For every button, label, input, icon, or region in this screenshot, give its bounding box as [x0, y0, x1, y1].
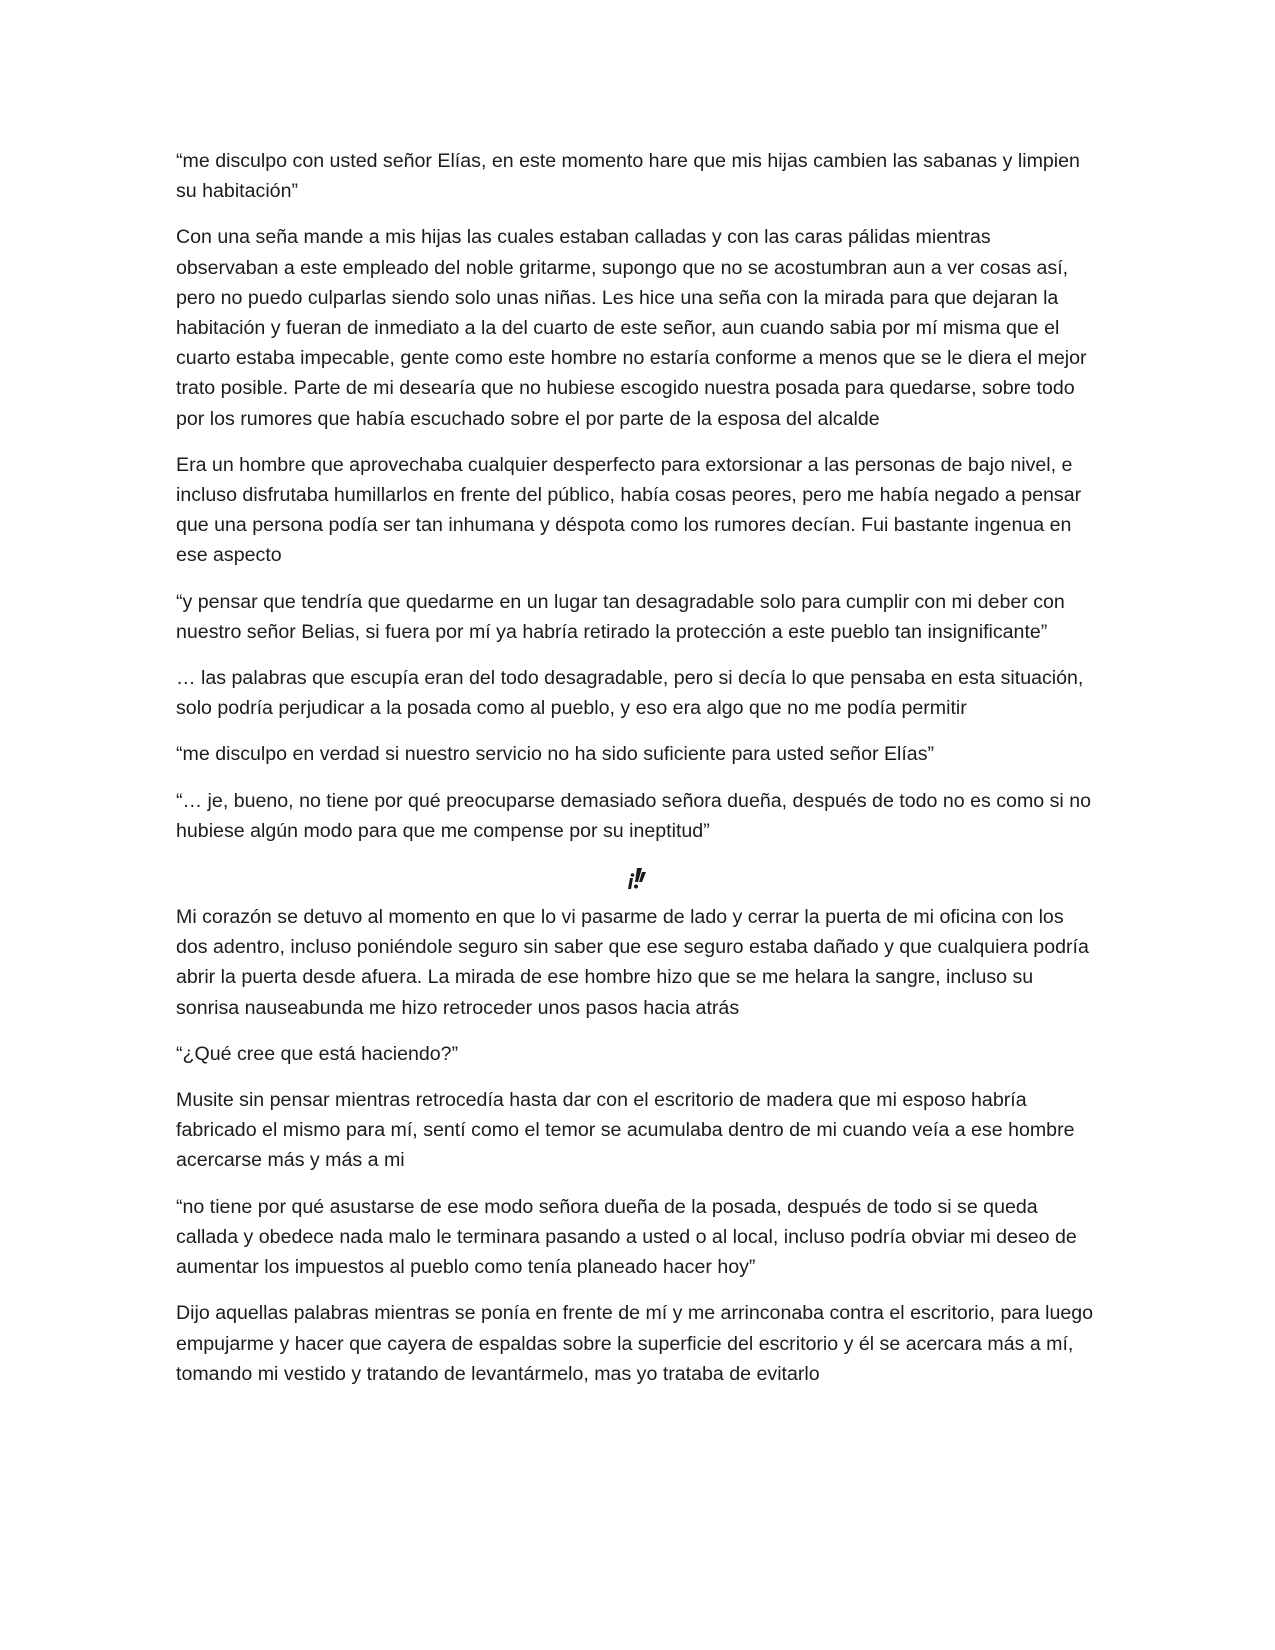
paragraph: “y pensar que tendría que quedarme en un lugar tan desagradable solo para cumplir con mi deber con nuestro señor Belias, si fuera por mí ya habría retirado la protección a este pueblo tan insignificante” — [176, 590, 1065, 643]
paragraph: “me disculpo con usted señor Elías, en este momento hare que mis hijas cambien las sabanas y limpien su habitación” — [176, 150, 1080, 203]
paragraph: “no tiene por qué asustarse de ese modo señora dueña de la posada, después de todo si se queda callada y obedece nada malo le terminara pasando a usted o al local, incluso podría obviar mi deseo de aumentar los impuestos al pueblo como tenía planeado hacer hoy” — [176, 1195, 1077, 1279]
paragraph: … las palabras que escupía eran del todo desagradable, pero si decía lo que pensaba en esta situación, solo podría perjudicar a la posada como al pueblo, y eso era algo que no me podía permitir — [176, 667, 1084, 720]
paragraph: Mi corazón se detuvo al momento en que lo vi pasarme de lado y cerrar la puerta de mi oficina con los dos adentro, incluso poniéndole seguro sin saber que ese seguro estaba dañado y que cualquiera podría abrir la puerta desde afuera. La mirada de ese hombre hizo que se me helara la sangre, incluso su sonrisa nauseabunda me hizo retroceder unos pasos hacia atrás — [176, 906, 1089, 1019]
paragraph: “… je, bueno, no tiene por qué preocuparse demasiado señora dueña, después de todo no es como si no hubiese algún modo para que me compense por su ineptitud” — [176, 789, 1091, 842]
scene-break — [176, 862, 1098, 896]
paragraph: “¿Qué cree que está haciendo?” — [176, 1042, 459, 1065]
body-text — [176, 146, 1098, 1405]
paragraph: Era un hombre que aprovechaba cualquier desperfecto para extorsionar a las personas de bajo nivel, e incluso disfrutaba humillarlos en frente del público, había cosas peores, pero me había negado a pensar que una persona podía ser tan inhumana y déspota como los rumores decían. Fui bastante ingenua en ese aspecto — [176, 453, 1082, 567]
paragraph: Con una seña mande a mis hijas las cuales estaban calladas y con las caras pálidas mientras observaban a este empleado del noble gritarme, supongo que no se acostumbran aun a ver cosas así, pero no puedo culparlas siendo solo unas niñas. Les hice una seña con la mirada para que dejaran la habitación y fueran de inmediato a la del cuarto de este señor, aun cuando sabia por mí misma que el cuarto estaba impecable, gente como este hombre no estaría conforme a menos que se le diera el mejor trato posible. Parte de mi desearía que no hubiese escogido nuestra posada para quedarse, sobre todo por los rumores que había escuchado sobre el por parte de la esposa del alcalde — [176, 226, 1087, 430]
scene-break-ornament-icon — [626, 866, 648, 890]
paragraph: “me disculpo en verdad si nuestro servicio no ha sido suficiente para usted señor Elías” — [176, 743, 935, 766]
paragraph: Musite sin pensar mientras retrocedía hasta dar con el escritorio de madera que mi esposo habría fabricado el mismo para mí, sentí como el temor se acumulaba dentro de mi cuando veía a ese hombre acercarse más y más a mi — [176, 1089, 1075, 1172]
paragraph: Dijo aquellas palabras mientras se ponía en frente de mí y me arrinconaba contra el escritorio, para luego empujarme y hacer que cayera de espaldas sobre la superficie del escritorio y él se acercara más a mí, tomando mi vestido y tratando de levantármelo, mas yo trataba de evitarlo — [176, 1302, 1094, 1385]
